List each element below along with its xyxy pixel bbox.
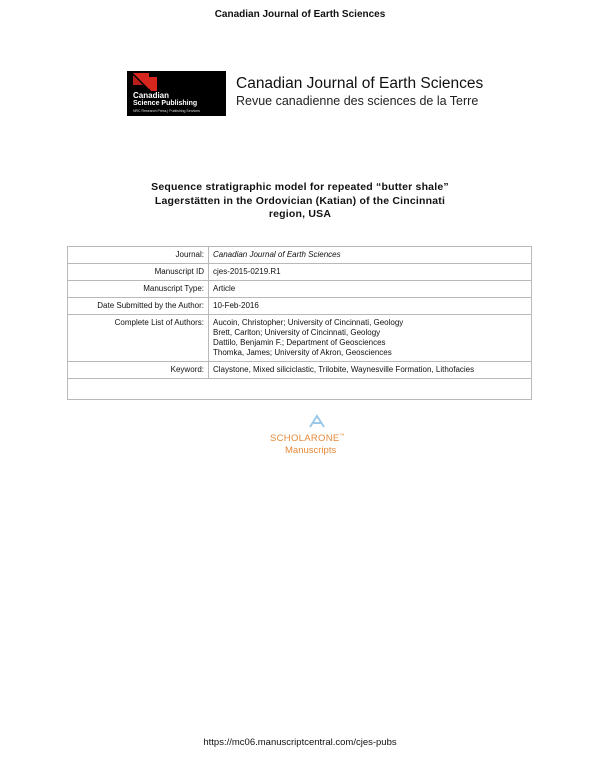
scholarone-name [270,433,345,444]
article-title [110,181,490,222]
journal-title: Canadian Journal of Earth Sciences [236,75,484,92]
table-row [68,315,532,362]
authors-label: Complete List of Authors: [68,315,209,362]
manuscript-id-value: cjes-2015-0219.R1 [209,264,532,281]
manuscript-type-label: Manuscript Type: [68,281,209,298]
manuscript-metadata-table [67,246,532,400]
scholarone-name-text: SCHOLARONE [270,433,340,445]
table-row [68,298,532,315]
author-entry: Dattilo, Benjamin F.; Department of Geosciences [213,338,386,347]
scholarone-logo [270,413,360,463]
scholarone-mark-icon [306,413,328,431]
journal-value: Canadian Journal of Earth Sciences [209,247,532,264]
journal-subtitle: Revue canadienne des sciences de la Terre [236,94,479,108]
table-row [68,247,532,264]
author-entry: Aucoin, Christopher; University of Cincinnati, Geology [213,318,404,327]
logo-line-canadian: Canadian [133,91,170,100]
manuscript-type-value: Article [209,281,532,298]
article-title-line: Sequence stratigraphic model for repeated “butter shale” [151,181,449,193]
date-submitted-value: 10-Feb-2016 [209,298,532,315]
publisher-logo [127,71,226,116]
manuscript-id-label: Manuscript ID [68,264,209,281]
logo-line-tagline: NRC Research Press | Publishing Services [133,109,200,113]
article-title-line: Lagerstätten in the Ordovician (Katian) of the Cincinnati [154,194,446,207]
keyword-label: Keyword: [68,362,209,379]
empty-cell [68,379,532,400]
table-row-empty [68,379,532,400]
footer-url: https://mc06.manuscriptcentral.com/cjes-pubs [203,737,397,748]
table-row [68,264,532,281]
journal-label: Journal: [68,247,209,264]
table-row [68,362,532,379]
date-submitted-label: Date Submitted by the Author: [68,298,209,315]
keyword-value: Claystone, Mixed siliciclastic, Trilobite, Waynesville Formation, Lithofacies [209,362,532,379]
author-entry: Thomka, James; University of Akron, Geosciences [213,348,392,357]
article-title-line: region, USA [268,208,332,220]
running-head: Canadian Journal of Earth Sciences [214,9,386,20]
author-entry: Brett, Carlton; University of Cincinnati, Geology [213,328,381,337]
scholarone-manuscripts: Manuscripts [285,445,337,456]
logo-line-science-publishing: Science Publishing [133,100,198,107]
table-row [68,281,532,298]
scholarone-trademark: ™ [339,433,345,439]
authors-list [209,315,532,362]
